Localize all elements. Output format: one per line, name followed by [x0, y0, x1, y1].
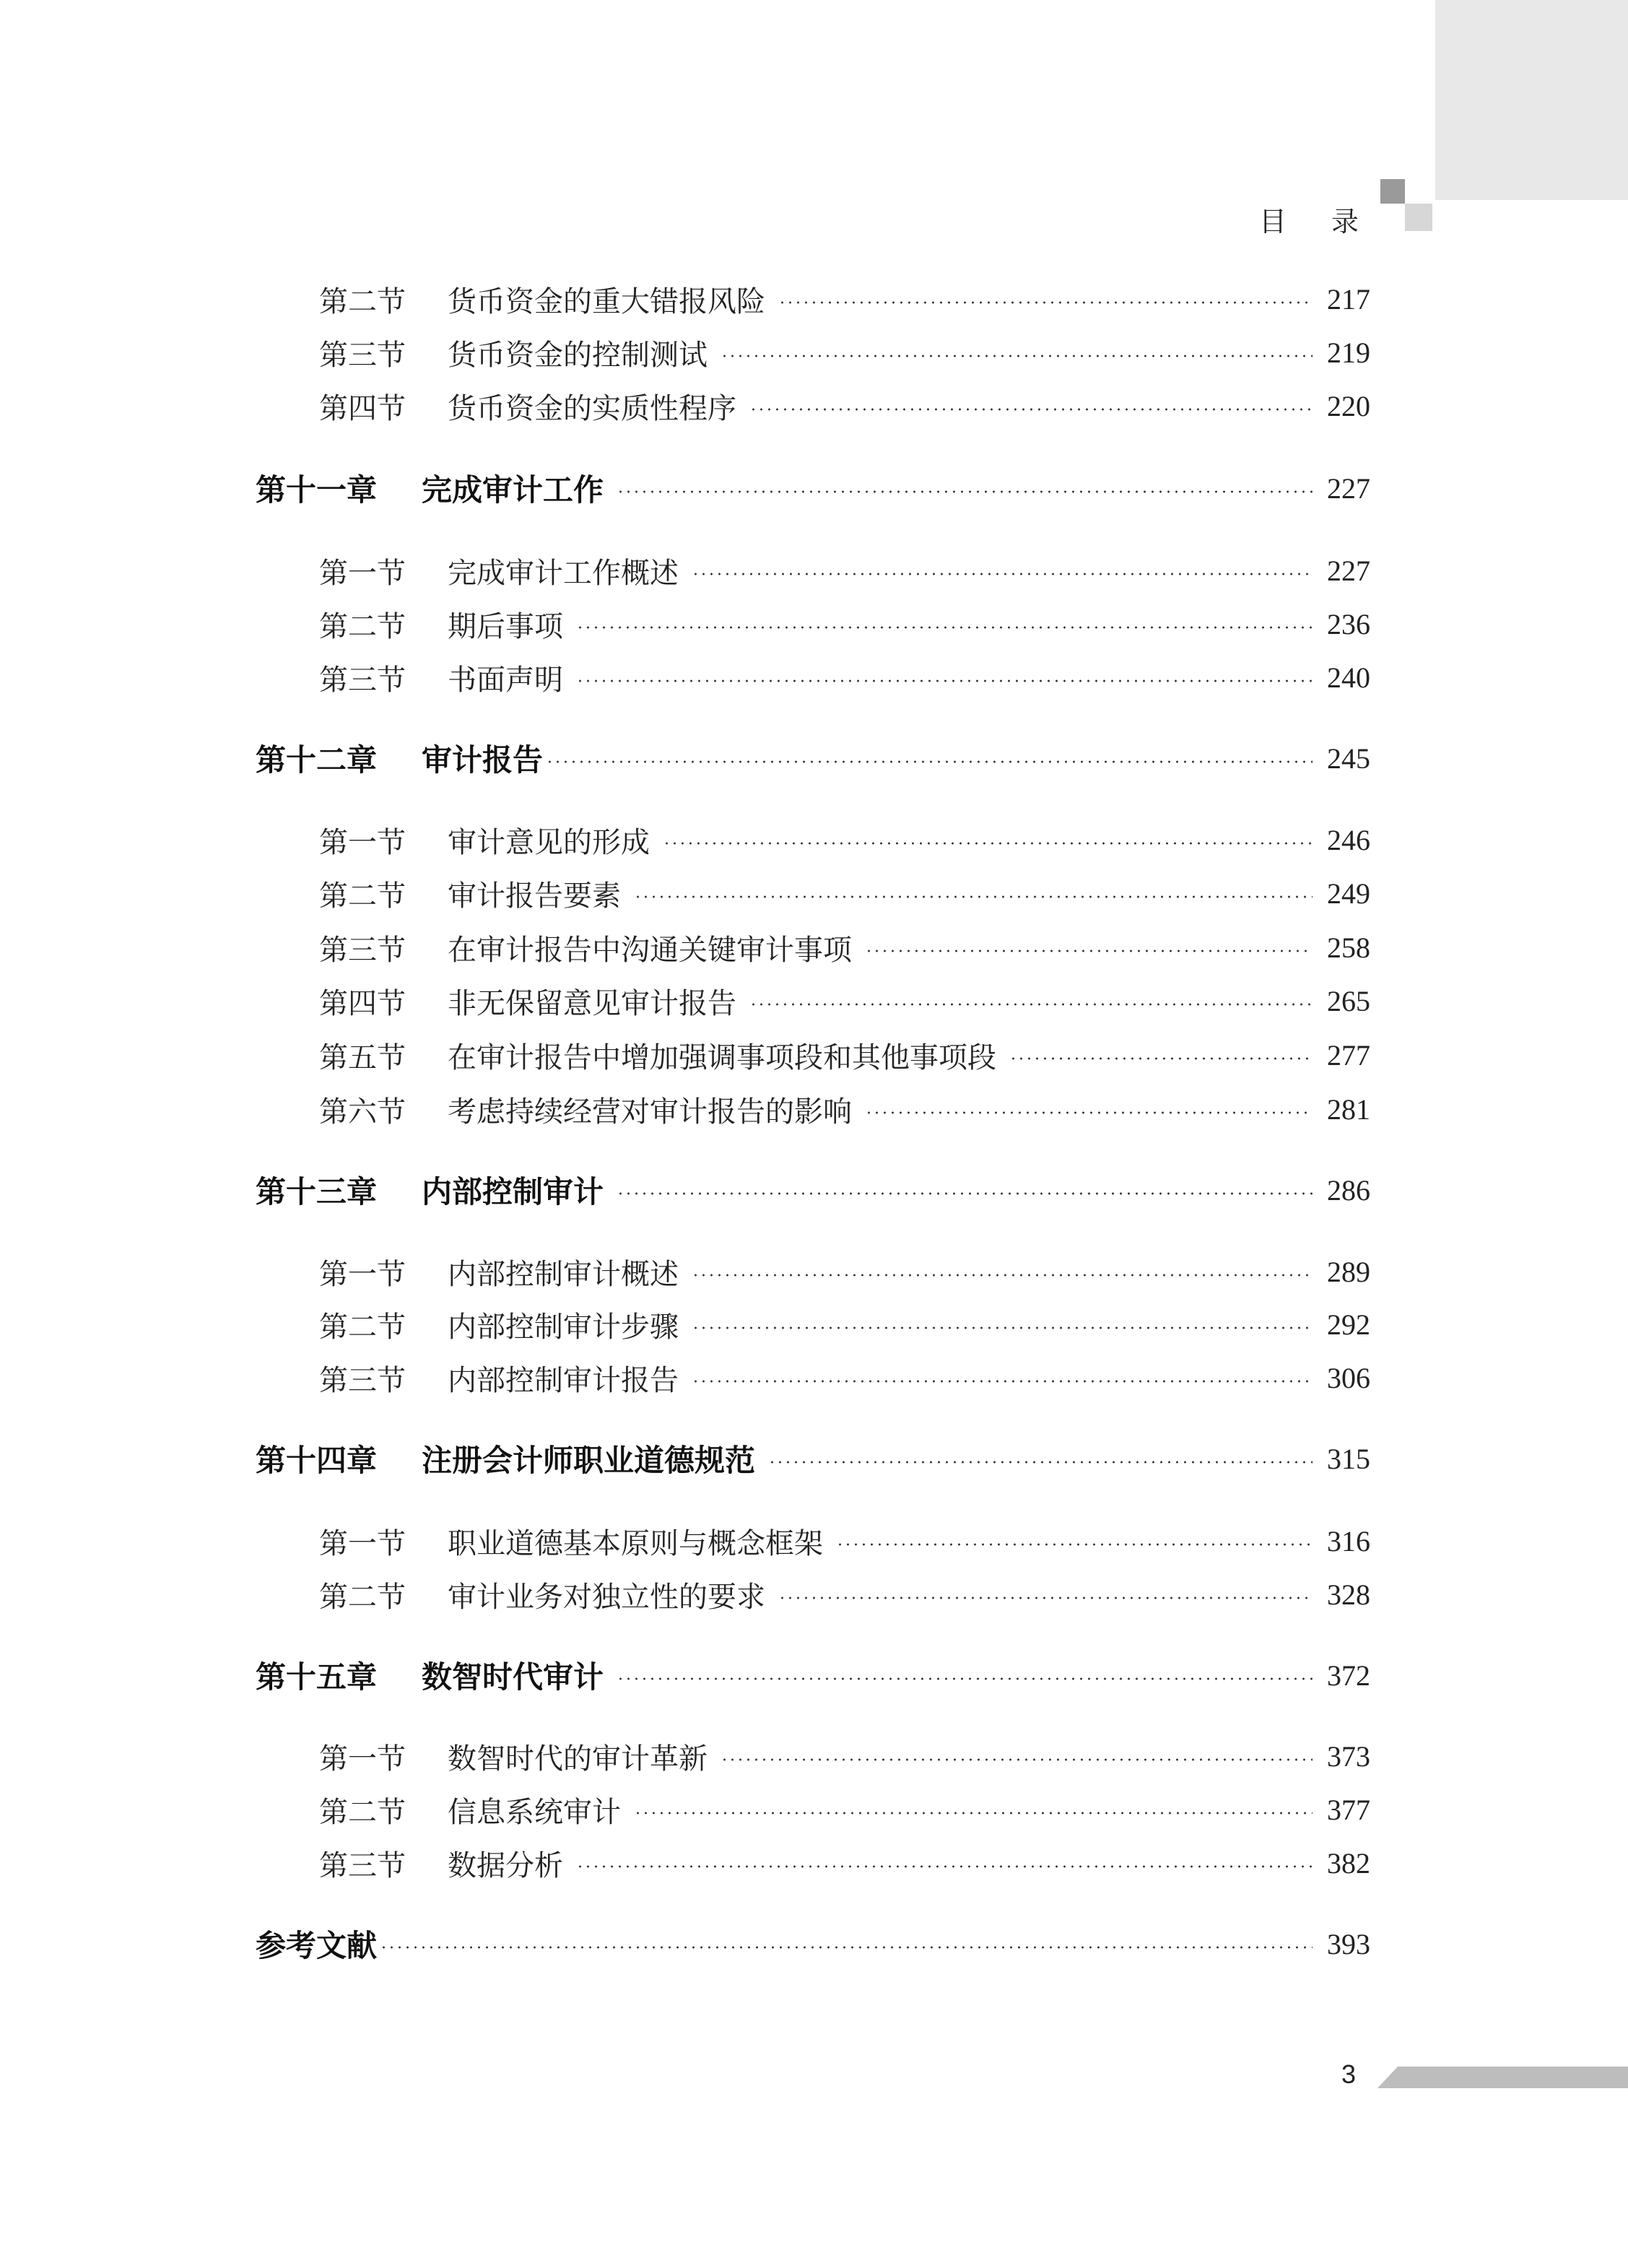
toc-page-number: 220	[1327, 389, 1370, 422]
toc-page-number: 382	[1327, 1846, 1370, 1880]
toc-page-number: 316	[1327, 1524, 1370, 1557]
toc-page-number: 393	[1327, 1927, 1370, 1960]
toc-references-title: 参考文献	[256, 1928, 378, 1963]
toc-entry[interactable]	[256, 550, 1370, 591]
toc-section-number: 第一节	[319, 1526, 406, 1560]
toc-section-number: 第三节	[319, 663, 406, 697]
toc-chapter-number: 第十一章	[256, 472, 378, 508]
toc-section-title: 职业道德基本原则与概念框架	[448, 1526, 823, 1560]
toc-page-number: 217	[1327, 282, 1370, 316]
toc-chapter-title: 内部控制审计	[422, 1174, 604, 1209]
toc-section-number: 第一节	[319, 1742, 406, 1776]
toc-entry[interactable]	[256, 1357, 1370, 1398]
toc-section-title: 数据分析	[448, 1848, 563, 1882]
toc-section-number: 第一节	[319, 1257, 406, 1291]
toc-page-number: 315	[1327, 1442, 1370, 1475]
toc-section-title: 数智时代的审计革新	[448, 1742, 708, 1776]
toc-entry[interactable]	[256, 1736, 1370, 1776]
toc-section-title: 内部控制审计步骤	[448, 1310, 679, 1344]
toc-chapter-title: 注册会计师职业道德规范	[422, 1443, 756, 1478]
toc-chapter-entry[interactable]	[256, 1655, 1370, 1695]
toc-chapter-entry[interactable]	[256, 1438, 1370, 1479]
toc-section-number: 第二节	[319, 284, 406, 318]
dot-leader	[576, 679, 1313, 682]
toc-chapter-entry[interactable]	[256, 1170, 1370, 1210]
toc-entry[interactable]	[256, 279, 1370, 319]
toc-entry[interactable]	[256, 604, 1370, 644]
toc-entry[interactable]	[256, 1843, 1370, 1883]
toc-section-title: 货币资金的控制测试	[448, 338, 708, 372]
toc-page-number: 372	[1327, 1659, 1370, 1692]
toc-page-number: 246	[1327, 823, 1370, 856]
dot-leader	[576, 626, 1313, 629]
toc-section-number: 第三节	[319, 1363, 406, 1397]
toc-entry[interactable]	[256, 1789, 1370, 1830]
dot-leader	[576, 1865, 1313, 1868]
toc-entry[interactable]	[256, 1574, 1370, 1615]
toc-section-title: 在审计报告中沟通关键审计事项	[448, 933, 852, 967]
toc-section-title: 货币资金的实质性程序	[448, 391, 736, 425]
toc-chapter-title: 完成审计工作	[422, 472, 604, 508]
toc-section-title: 书面声明	[448, 663, 563, 697]
toc-entry[interactable]	[256, 1521, 1370, 1561]
dot-leader	[634, 895, 1313, 898]
dot-leader	[617, 1192, 1313, 1195]
toc-chapter-entry[interactable]	[256, 738, 1370, 778]
toc-page-number: 377	[1327, 1793, 1370, 1826]
dot-leader	[634, 1812, 1313, 1815]
dot-leader	[1009, 1057, 1313, 1060]
toc-entry[interactable]	[256, 1251, 1370, 1292]
toc-section-number: 第三节	[319, 338, 406, 372]
corner-decoration	[1435, 0, 1628, 200]
toc-section-title: 审计意见的形成	[448, 825, 650, 859]
dot-leader	[546, 760, 1313, 763]
footer-page-number: 3	[1341, 2059, 1357, 2089]
toc-entry[interactable]	[256, 657, 1370, 698]
toc-chapter-number: 第十三章	[256, 1174, 378, 1209]
dot-leader	[617, 1677, 1313, 1680]
toc-page-number: 292	[1327, 1308, 1370, 1341]
toc-section-title: 审计业务对独立性的要求	[448, 1580, 765, 1614]
toc-chapter-number: 第十四章	[256, 1443, 378, 1478]
toc-chapter-number: 第十二章	[256, 742, 378, 778]
toc-page-number: 249	[1327, 877, 1370, 910]
toc-section-number: 第五节	[319, 1040, 406, 1074]
running-header-title: 目录	[1259, 206, 1404, 238]
toc-section-number: 第二节	[319, 1795, 406, 1829]
toc-section-number: 第一节	[319, 556, 406, 590]
toc-section-title: 非无保留意见审计报告	[448, 986, 736, 1020]
dot-leader	[836, 1543, 1313, 1546]
dot-leader	[721, 1758, 1313, 1761]
toc-entry[interactable]	[256, 332, 1370, 373]
toc-page-number: 328	[1327, 1578, 1370, 1611]
toc-entry[interactable]	[256, 1089, 1370, 1129]
toc-section-title: 考虑持续经营对审计报告的影响	[448, 1095, 852, 1129]
toc-section-number: 第三节	[319, 1848, 406, 1882]
dot-leader	[865, 950, 1313, 952]
toc-section-number: 第四节	[319, 986, 406, 1020]
toc-entry[interactable]	[256, 820, 1370, 860]
toc-section-number: 第二节	[319, 1310, 406, 1344]
dot-leader	[692, 573, 1313, 575]
dot-leader	[768, 1461, 1313, 1464]
toc-section-title: 货币资金的重大错报风险	[448, 284, 765, 318]
dot-leader	[663, 842, 1313, 845]
toc-section-number: 第四节	[319, 391, 406, 425]
toc-page-number: 277	[1327, 1038, 1370, 1072]
toc-entry[interactable]	[256, 927, 1370, 968]
toc-section-number: 第三节	[319, 933, 406, 967]
dot-leader	[721, 355, 1313, 357]
toc-page-number: 227	[1327, 554, 1370, 587]
toc-section-number: 第二节	[319, 879, 406, 913]
dot-leader	[865, 1111, 1313, 1114]
toc-entry[interactable]	[256, 873, 1370, 913]
dot-leader	[778, 301, 1313, 304]
corner-square-light	[1405, 204, 1432, 231]
toc-entry[interactable]	[256, 981, 1370, 1021]
dot-leader	[778, 1596, 1313, 1599]
dot-leader	[380, 1946, 1313, 1949]
toc-page-number: 219	[1327, 336, 1370, 369]
toc-page-number: 306	[1327, 1361, 1370, 1394]
toc-entry[interactable]	[256, 1035, 1370, 1075]
toc-section-title: 完成审计工作概述	[448, 556, 679, 590]
toc-chapter-entry[interactable]	[256, 468, 1370, 508]
toc-section-number: 第二节	[319, 1580, 406, 1614]
dot-leader	[692, 1380, 1313, 1383]
toc-page-number: 373	[1327, 1739, 1370, 1773]
toc-section-number: 第六节	[319, 1095, 406, 1129]
dot-leader	[749, 1003, 1313, 1006]
footer-decoration-bar	[1377, 2067, 1628, 2088]
toc-page-number: 258	[1327, 931, 1370, 964]
toc-references-entry[interactable]	[256, 1924, 1370, 1964]
toc-chapter-title: 数智时代审计	[422, 1659, 604, 1695]
toc-page-number: 281	[1327, 1092, 1370, 1126]
toc-page-number: 240	[1327, 661, 1370, 694]
dot-leader	[617, 490, 1313, 493]
dot-leader	[749, 408, 1313, 411]
toc-section-title: 审计报告要素	[448, 879, 621, 913]
toc-section-number: 第一节	[319, 825, 406, 859]
dot-leader	[692, 1326, 1313, 1329]
toc-section-title: 内部控制审计报告	[448, 1363, 679, 1397]
toc-page-number: 289	[1327, 1255, 1370, 1288]
toc-page-number: 245	[1327, 742, 1370, 775]
toc-section-number: 第二节	[319, 609, 406, 643]
toc-entry[interactable]	[256, 1304, 1370, 1344]
toc-section-title: 信息系统审计	[448, 1795, 621, 1829]
dot-leader	[692, 1274, 1313, 1277]
toc-page-number: 227	[1327, 472, 1370, 505]
toc-page-number: 286	[1327, 1173, 1370, 1207]
toc-section-title: 内部控制审计概述	[448, 1257, 679, 1291]
toc-chapter-number: 第十五章	[256, 1659, 378, 1695]
toc-section-title: 期后事项	[448, 609, 563, 643]
toc-chapter-title: 审计报告	[422, 742, 544, 778]
toc-page-number: 265	[1327, 984, 1370, 1017]
toc-section-title: 在审计报告中增加强调事项段和其他事项段	[448, 1040, 996, 1074]
toc-entry[interactable]	[256, 386, 1370, 426]
toc-page-number: 236	[1327, 607, 1370, 640]
